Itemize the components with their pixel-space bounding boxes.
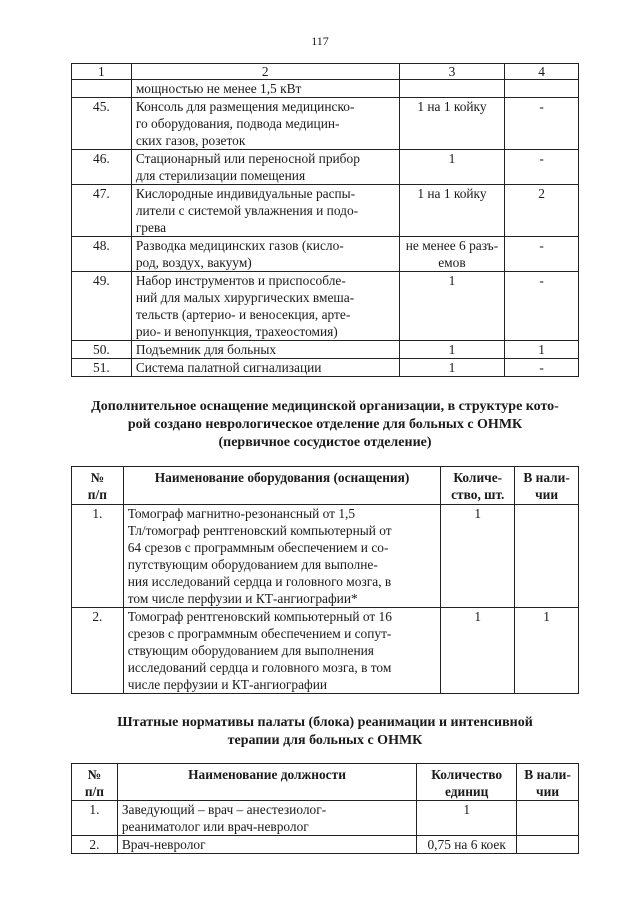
- availability: 1: [515, 608, 579, 694]
- item-name: [131, 185, 399, 237]
- col-header-qty: Количе- ство, шт.: [441, 467, 515, 505]
- quantity: 1 на 1 койку: [399, 185, 505, 237]
- item-name-line: рио- и венопункция, трахеостомия): [135, 324, 338, 339]
- availability: [515, 505, 579, 608]
- col-header-avail: В нали- чии: [517, 764, 579, 801]
- item-name-line: Тл/томограф рентгеновский компьютерный от: [127, 523, 392, 538]
- quantity: 1: [399, 359, 505, 377]
- availability: -: [505, 359, 579, 377]
- item-name-line: Заведующий – врач – анестезиолог-: [121, 802, 327, 817]
- row-number: 48.: [72, 237, 132, 272]
- quantity: 1: [417, 801, 517, 836]
- item-name-line: числе перфузии и КТ-ангиографии: [127, 677, 328, 692]
- item-name-line: го оборудования, подвода медицин-: [135, 116, 340, 131]
- table-row: [72, 341, 579, 359]
- quantity: 1: [441, 505, 515, 608]
- col-header-qty: Количество единиц: [417, 764, 517, 801]
- table-row: [72, 272, 579, 341]
- item-name-line: ния исследований сердца и головного мозга, в: [127, 574, 392, 589]
- item-name: [131, 98, 399, 150]
- item-name-line: ских газов, розеток: [135, 133, 246, 148]
- quantity: 1: [399, 341, 505, 359]
- item-name-line: ний для малых хирургических вмеша-: [135, 290, 355, 305]
- row-number: 47.: [72, 185, 132, 237]
- row-number: 49.: [72, 272, 132, 341]
- staffing-table: [71, 763, 579, 854]
- row-number: 2.: [72, 608, 124, 694]
- item-name: [131, 341, 399, 359]
- availability: [517, 836, 579, 854]
- column-number: 4: [505, 64, 579, 80]
- col-header-name: Наименование должности: [117, 764, 416, 801]
- availability: -: [505, 98, 579, 150]
- item-name: [123, 608, 441, 694]
- quantity: не менее 6 разъ- емов: [399, 237, 505, 272]
- item-name-line: для стерилизации помещения: [135, 168, 306, 183]
- item-name-line: срезов с программным обеспечением и сопут-: [127, 626, 392, 641]
- item-name: [131, 150, 399, 185]
- quantity: 1 на 1 койку: [399, 98, 505, 150]
- availability: [517, 801, 579, 836]
- table-row: [72, 801, 579, 836]
- item-name-line: Подъемник для больных: [135, 342, 277, 357]
- item-name-line: лители с системой увлажнения и подо-: [135, 203, 359, 218]
- table-row: [72, 185, 579, 237]
- availability: -: [505, 237, 579, 272]
- item-name-line: Томограф рентгеновский компьютерный от 16: [127, 609, 392, 624]
- table-row: [72, 359, 579, 377]
- availability: 2: [505, 185, 579, 237]
- row-number: [72, 80, 132, 98]
- item-name: [123, 505, 441, 608]
- table-row: [72, 608, 579, 694]
- table-row: [72, 80, 579, 98]
- column-number: 2: [131, 64, 399, 80]
- title-line: рой создано неврологическое отделение для больных с ОНМК: [127, 417, 523, 432]
- table-row: [72, 505, 579, 608]
- quantity: [399, 80, 505, 98]
- col-header-num: № п/п: [72, 764, 118, 801]
- row-number: 51.: [72, 359, 132, 377]
- item-name: [131, 237, 399, 272]
- item-name-line: Томограф магнитно-резонансный от 1,5: [127, 506, 356, 521]
- item-name-line: исследований сердца и головного мозга, в том: [127, 660, 392, 675]
- title-line: терапии для больных с ОНМК: [227, 733, 423, 748]
- section-title-staffing: [70, 714, 580, 750]
- row-number: 50.: [72, 341, 132, 359]
- row-number: 1.: [72, 505, 124, 608]
- item-name: [131, 272, 399, 341]
- table-row: [72, 237, 579, 272]
- item-name-line: 64 срезов с программным обеспечением и со-: [127, 540, 389, 555]
- item-name: [131, 359, 399, 377]
- table-row: [72, 98, 579, 150]
- quantity: 1: [399, 150, 505, 185]
- item-name-line: реаниматолог или врач-невролог: [121, 819, 309, 834]
- item-name-line: род, воздух, вакуум): [135, 255, 252, 270]
- section-title-additional-equipment: [70, 398, 580, 452]
- table-row: [72, 150, 579, 185]
- item-name: [117, 836, 416, 854]
- item-name-line: Система палатной сигнализации: [135, 360, 322, 375]
- quantity: 0,75 на 6 коек: [417, 836, 517, 854]
- item-name-line: Консоль для размещения медицинско-: [135, 99, 355, 114]
- quantity: 1: [399, 272, 505, 341]
- availability: -: [505, 272, 579, 341]
- availability: [505, 80, 579, 98]
- row-number: 45.: [72, 98, 132, 150]
- item-name-line: Набор инструментов и приспособле-: [135, 273, 346, 288]
- item-name-line: грева: [135, 220, 167, 235]
- title-line: Штатные нормативы палаты (блока) реанимации и интенсивной: [117, 715, 533, 730]
- table-row: [72, 836, 579, 854]
- column-number: 3: [399, 64, 505, 80]
- quantity: 1: [441, 608, 515, 694]
- item-name: [131, 80, 399, 98]
- item-name-line: том числе перфузии и КТ-ангиографии*: [127, 591, 358, 606]
- column-number: 1: [72, 64, 132, 80]
- row-number: 46.: [72, 150, 132, 185]
- item-name-line: тельств (артерио- и веносекция, арте-: [135, 307, 351, 322]
- item-name: [117, 801, 416, 836]
- item-name-line: Разводка медицинских газов (кисло-: [135, 238, 344, 253]
- row-number: 2.: [72, 836, 118, 854]
- page-number: 117: [311, 34, 329, 48]
- title-line: (первичное сосудистое отделение): [218, 435, 432, 450]
- additional-equipment-table: [71, 466, 579, 694]
- row-number: 1.: [72, 801, 118, 836]
- equipment-table-continued: [71, 63, 579, 377]
- item-name-line: Кислородные индивидуальные распы-: [135, 186, 356, 201]
- title-line: Дополнительное оснащение медицинской организации, в структуре кото-: [91, 399, 559, 414]
- col-header-avail: В нали- чии: [515, 467, 579, 505]
- item-name-line: путствующим оборудованием для выполне-: [127, 557, 378, 572]
- item-name-line: Стационарный или переносной прибор: [135, 151, 360, 166]
- item-name-line: ствующим оборудованием для выполнения: [127, 643, 374, 658]
- col-header-num: № п/п: [72, 467, 124, 505]
- availability: 1: [505, 341, 579, 359]
- column-number-row: [72, 64, 579, 80]
- availability: -: [505, 150, 579, 185]
- col-header-name: Наименование оборудования (оснащения): [123, 467, 441, 505]
- item-name-line: мощностью не менее 1,5 кВт: [135, 81, 302, 96]
- item-name-line: Врач-невролог: [121, 837, 206, 852]
